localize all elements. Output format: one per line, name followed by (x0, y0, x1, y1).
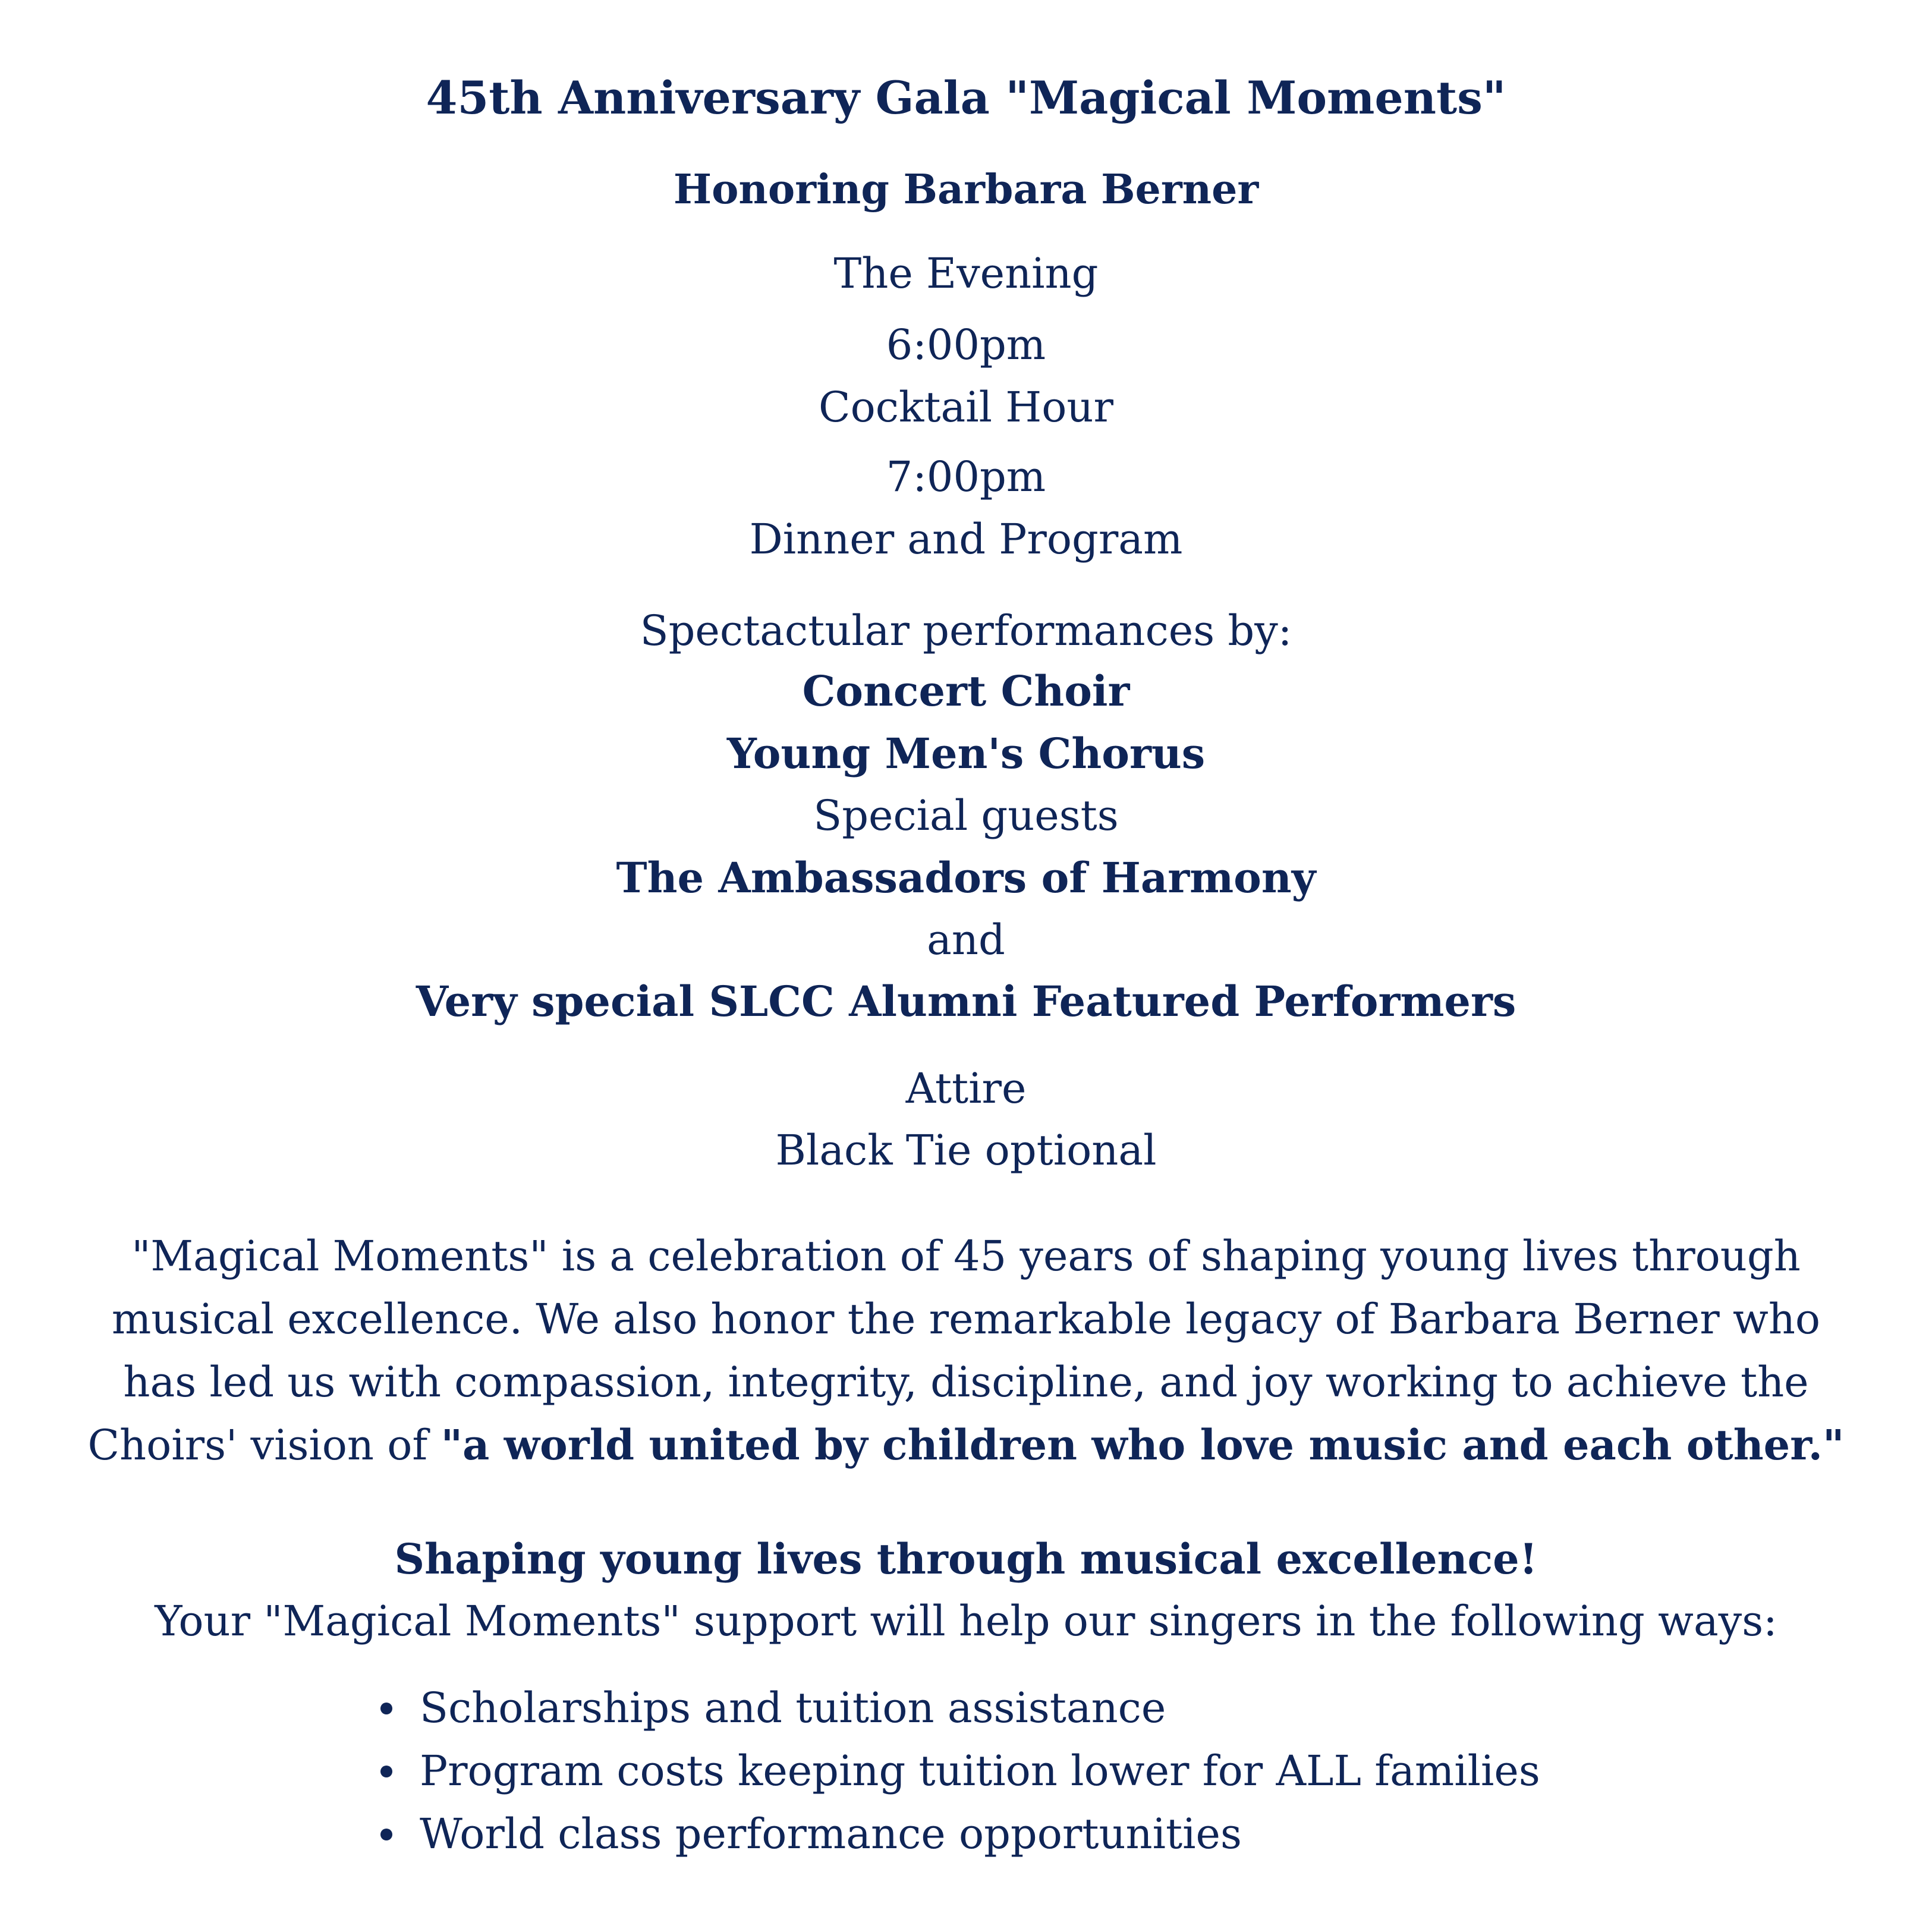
list-item (380, 1676, 1688, 1739)
bullet-icon (380, 1766, 392, 1777)
conjunction-and: and (927, 915, 1005, 964)
bullet-icon (380, 1829, 392, 1840)
list-item (380, 1802, 1688, 1865)
list-item-text: Program costs keeping tuition lower for ALL families (420, 1747, 1540, 1795)
schedule-heading: The Evening (833, 249, 1099, 298)
description-paragraph (77, 1225, 1855, 1477)
list-item (380, 1739, 1688, 1802)
schedule-event-cocktail: Cocktail Hour (819, 383, 1113, 432)
support-tagline: Shaping young lives through musical excellence! (394, 1534, 1538, 1584)
gala-title: 45th Anniversary Gala "Magical Moments" (426, 71, 1506, 124)
schedule-time-dinner: 7:00pm (886, 452, 1046, 501)
list-item-text: World class performance opportunities (420, 1810, 1242, 1858)
support-intro: Your "Magical Moments" support will help our singers in the following ways: (155, 1597, 1777, 1645)
performer-concert-choir: Concert Choir (802, 666, 1130, 716)
list-item-text: Scholarships and tuition assistance (420, 1684, 1166, 1732)
special-guests-label: Special guests (813, 791, 1119, 840)
attire-value: Black Tie optional (775, 1126, 1157, 1175)
guest-ambassadors-of-harmony: The Ambassadors of Harmony (616, 853, 1316, 902)
bullet-icon (380, 1703, 392, 1714)
honoree-line: Honoring Barbara Berner (673, 166, 1259, 213)
description-text: "Magical Moments" is a celebration of 45 years of shaping young lives through musical excellence. We also honor the remarkable legacy of Barbara Berner who has led us with compassion, integrity, discipline, and joy working to achieve the Choirs' vision of (87, 1232, 1821, 1470)
support-list (380, 1676, 1688, 1865)
performances-intro: Spectactular performances by: (640, 606, 1292, 655)
schedule-event-dinner: Dinner and Program (749, 515, 1183, 564)
schedule-time-cocktail: 6:00pm (886, 320, 1046, 369)
attire-label: Attire (905, 1064, 1027, 1113)
performer-young-mens-chorus: Young Men's Chorus (726, 729, 1206, 778)
vision-quote: "a world united by children who love music and each other." (440, 1420, 1845, 1470)
guest-slcc-alumni: Very special SLCC Alumni Featured Performers (416, 977, 1516, 1026)
